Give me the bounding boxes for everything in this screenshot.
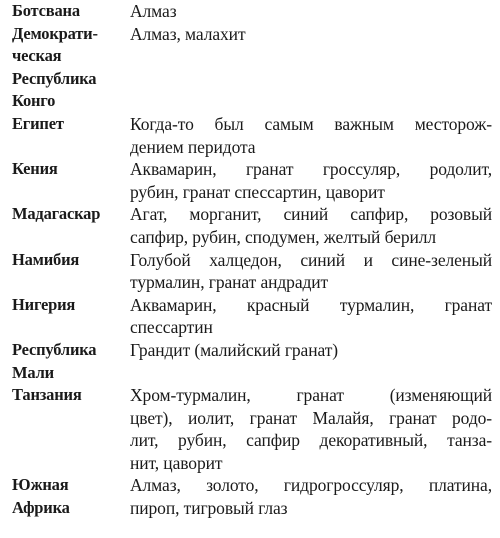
gems-text: рубин, гранат спессартин, цаворит — [130, 181, 385, 202]
country-name: Нигерия — [12, 294, 76, 314]
table-row-egypt — [0, 113, 500, 158]
country-name: Кения — [12, 159, 58, 179]
gems-text: Грандит (малийский гранат) — [130, 339, 338, 360]
gems-cell — [130, 294, 492, 339]
gems-cell — [130, 249, 492, 294]
table-row-drc — [0, 23, 500, 113]
country-name: Ботсвана — [12, 1, 80, 20]
country-cell — [0, 384, 130, 407]
gems-text: пироп, тигровый глаз — [130, 498, 288, 519]
country-cell — [0, 294, 130, 317]
gems-text: сапфир, рубин, сподумен, желтый берилл — [130, 226, 436, 247]
gems-cell — [130, 339, 492, 362]
country-name: Южная — [12, 475, 69, 495]
country-name: Республика — [12, 68, 97, 88]
country-name: Мали — [12, 362, 54, 382]
country-name: Египет — [12, 113, 64, 133]
gems-text: лит, рубин, сапфир декоративный, танза- — [130, 430, 492, 451]
country-cell — [0, 23, 130, 113]
table-row-south-africa — [0, 474, 500, 519]
country-name: Намибия — [12, 249, 80, 269]
gems-text: Аквамарин, гранат гроссуляр, родолит, — [130, 159, 492, 180]
table-row-madagascar — [0, 203, 500, 248]
gems-text: нит, цаворит — [130, 452, 223, 473]
gems-text: Аквамарин, красный турмалин, гранат — [130, 294, 492, 315]
country-name: Танзания — [12, 385, 82, 405]
country-cell — [0, 339, 130, 384]
gems-text: Агат, морганит, синий сапфир, розовый — [130, 204, 492, 225]
gems-cell — [130, 0, 492, 23]
table-row-botswana — [0, 0, 500, 23]
gems-cell — [130, 158, 492, 203]
table-row-mali — [0, 339, 500, 384]
country-cell — [0, 0, 130, 23]
gems-text: дением перидота — [130, 136, 256, 157]
gems-text: турмалин, гранат андрадит — [130, 272, 329, 293]
gems-text: Хром-турмалин, гранат (изменяющий — [130, 385, 492, 406]
country-name: Республика — [12, 339, 97, 359]
country-name: ческая — [12, 46, 62, 66]
country-name: Демократи- — [12, 23, 98, 43]
country-name: Мадагаскар — [12, 204, 101, 224]
table-row-namibia — [0, 249, 500, 294]
gems-text: Алмаз, малахит — [130, 23, 246, 44]
table-row-tanzania — [0, 384, 500, 474]
country-cell — [0, 113, 130, 136]
gems-text: цвет), иолит, гранат Малайя, гранат родо- — [130, 407, 492, 428]
gems-text: спессартин — [130, 317, 213, 338]
gems-cell — [130, 474, 492, 519]
country-name: Конго — [12, 91, 56, 111]
gems-cell — [130, 203, 492, 248]
table-row-nigeria — [0, 294, 500, 339]
country-name: Африка — [12, 498, 70, 518]
gems-cell — [130, 23, 492, 46]
gems-text: Когда-то был самым важным месторож- — [130, 113, 492, 134]
country-cell — [0, 158, 130, 181]
country-cell — [0, 203, 130, 226]
country-cell — [0, 249, 130, 272]
table-row-kenya — [0, 158, 500, 203]
country-cell — [0, 474, 130, 519]
gems-cell — [130, 113, 492, 158]
gems-text: Голубой халцедон, синий и сине-зеленый — [130, 249, 492, 270]
gems-text: Алмаз, золото, гидрогроссуляр, платина, — [130, 475, 492, 496]
gems-cell — [130, 384, 492, 474]
gems-text: Алмаз — [130, 1, 177, 21]
